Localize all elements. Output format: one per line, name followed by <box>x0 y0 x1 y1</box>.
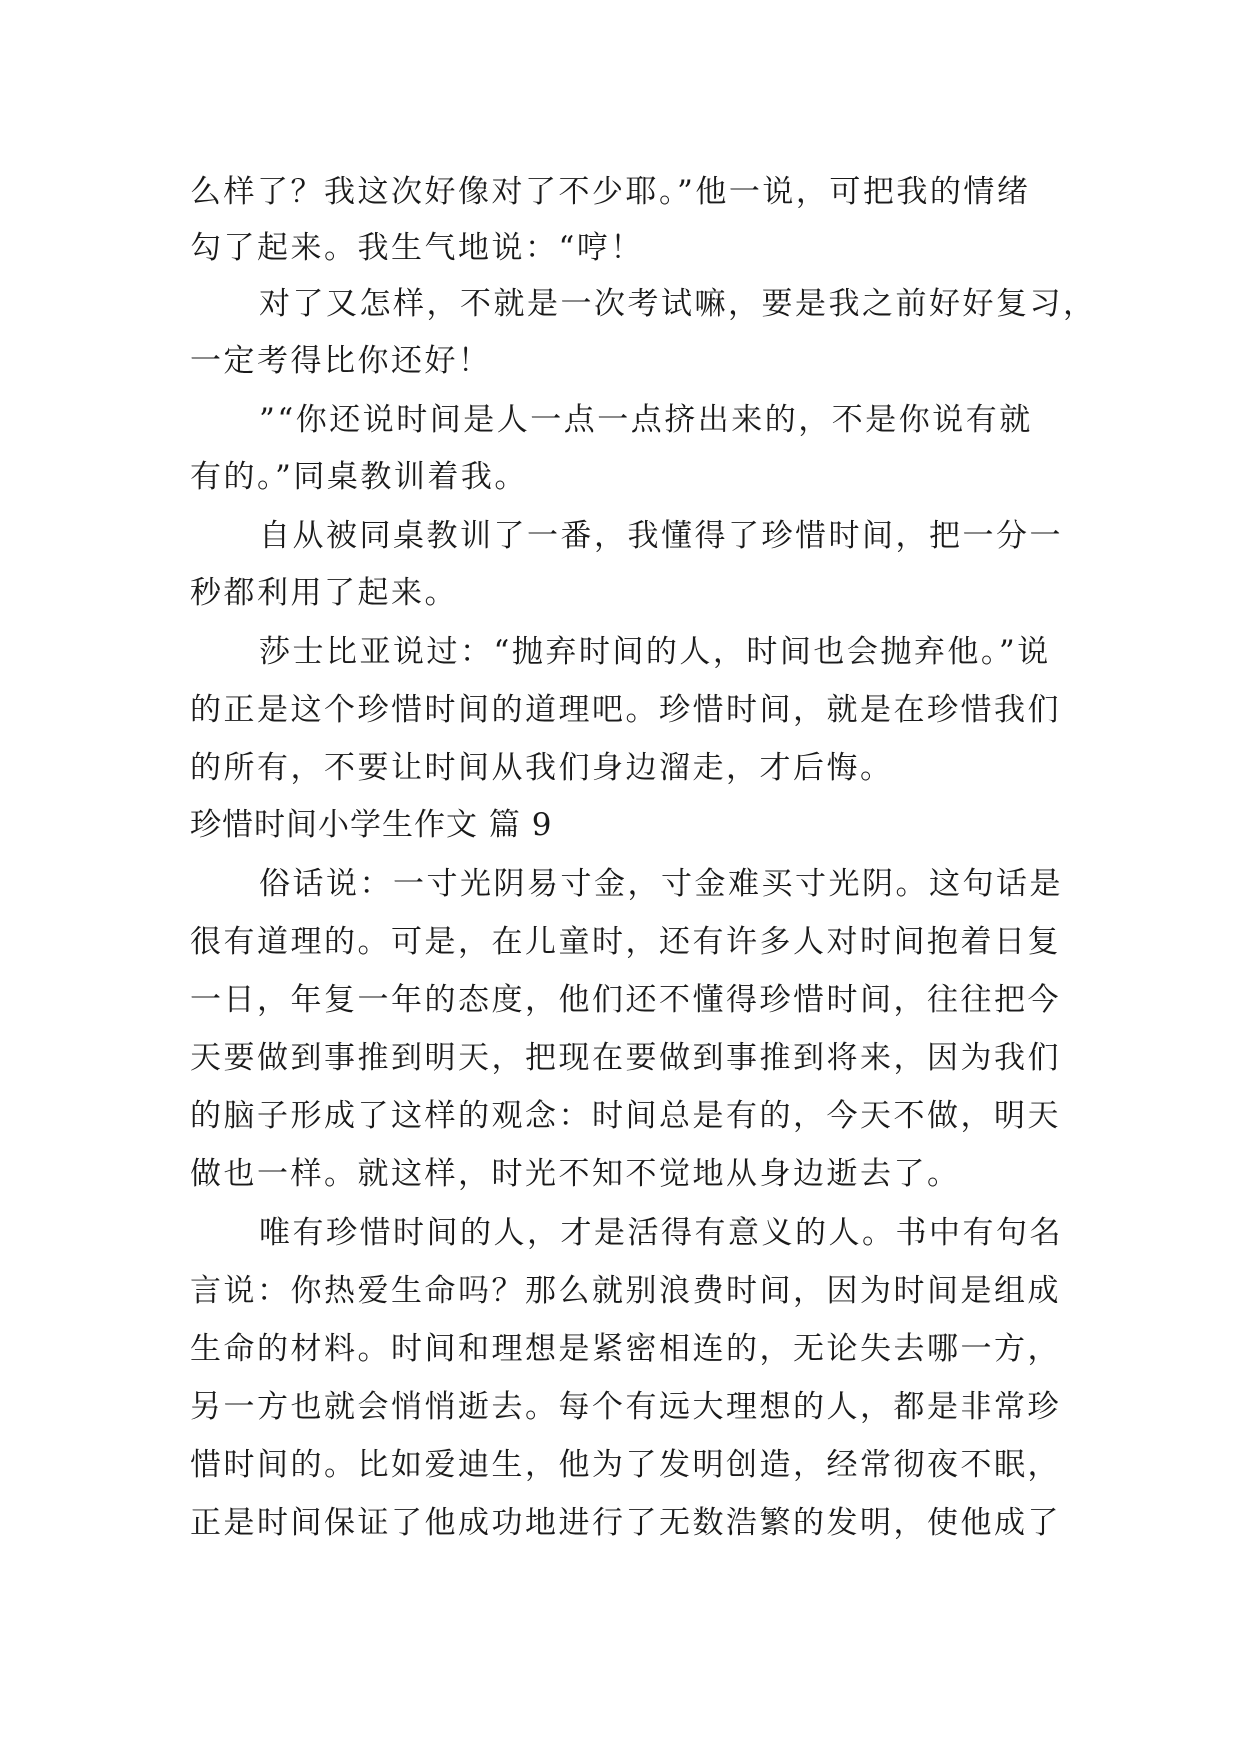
text-line: 正是时间保证了他成功地进行了无数浩繁的发明，使他成了 <box>190 1505 1061 1541</box>
text-line: 天要做到事推到明天，把现在要做到事推到将来，因为我们 <box>190 1040 1061 1076</box>
paragraph-start-line: 自从被同桌教训了一番，我懂得了珍惜时间，把一分一 <box>259 518 1063 554</box>
text-line: 的所有，不要让时间从我们身边溜走，才后悔。 <box>190 750 894 786</box>
paragraph-start-line: 唯有珍惜时间的人，才是活得有意义的人。书中有句名 <box>259 1215 1063 1251</box>
text-line: 么样了？我这次好像对了不少耶。”他一说，可把我的情绪 <box>190 174 1031 210</box>
text-line: 一日，年复一年的态度，他们还不懂得珍惜时间，往往把今 <box>190 982 1061 1018</box>
text-line: 有的。”同桌教训着我。 <box>190 459 528 495</box>
text-line: 的脑子形成了这样的观念：时间总是有的，今天不做，明天 <box>190 1098 1061 1134</box>
text-line: 惜时间的。比如爱迪生，他为了发明创造，经常彻夜不眠， <box>190 1447 1061 1483</box>
paragraph-start-line: 对了又怎样，不就是一次考试嘛，要是我之前好好复习， <box>259 286 1097 322</box>
paragraph-start-line: ”“你还说时间是人一点一点挤出来的，不是你说有就 <box>259 402 1033 438</box>
text-line: 生命的材料。时间和理想是紧密相连的，无论失去哪一方， <box>190 1331 1061 1367</box>
text-line: 勾了起来。我生气地说：“哼！ <box>190 230 644 266</box>
text-line: 的正是这个珍惜时间的道理吧。珍惜时间，就是在珍惜我们 <box>190 692 1061 728</box>
text-line: 另一方也就会悄悄逝去。每个有远大理想的人，都是非常珍 <box>190 1389 1061 1425</box>
paragraph-start-line: 俗话说：一寸光阴易寸金，寸金难买寸光阴。这句话是 <box>259 866 1063 902</box>
text-line: 秒都利用了起来。 <box>190 575 458 611</box>
text-line: 言说：你热爱生命吗？那么就别浪费时间，因为时间是组成 <box>190 1273 1061 1309</box>
section-heading: 珍惜时间小学生作文 篇 9 <box>190 807 553 843</box>
text-line: 很有道理的。可是，在儿童时，还有许多人对时间抱着日复 <box>190 924 1061 960</box>
paragraph-start-line: 莎士比亚说过：“抛弃时间的人，时间也会抛弃他。”说 <box>259 634 1051 670</box>
text-line: 一定考得比你还好！ <box>190 343 492 379</box>
text-line: 做也一样。就这样，时光不知不觉地从身边逝去了。 <box>190 1156 961 1192</box>
